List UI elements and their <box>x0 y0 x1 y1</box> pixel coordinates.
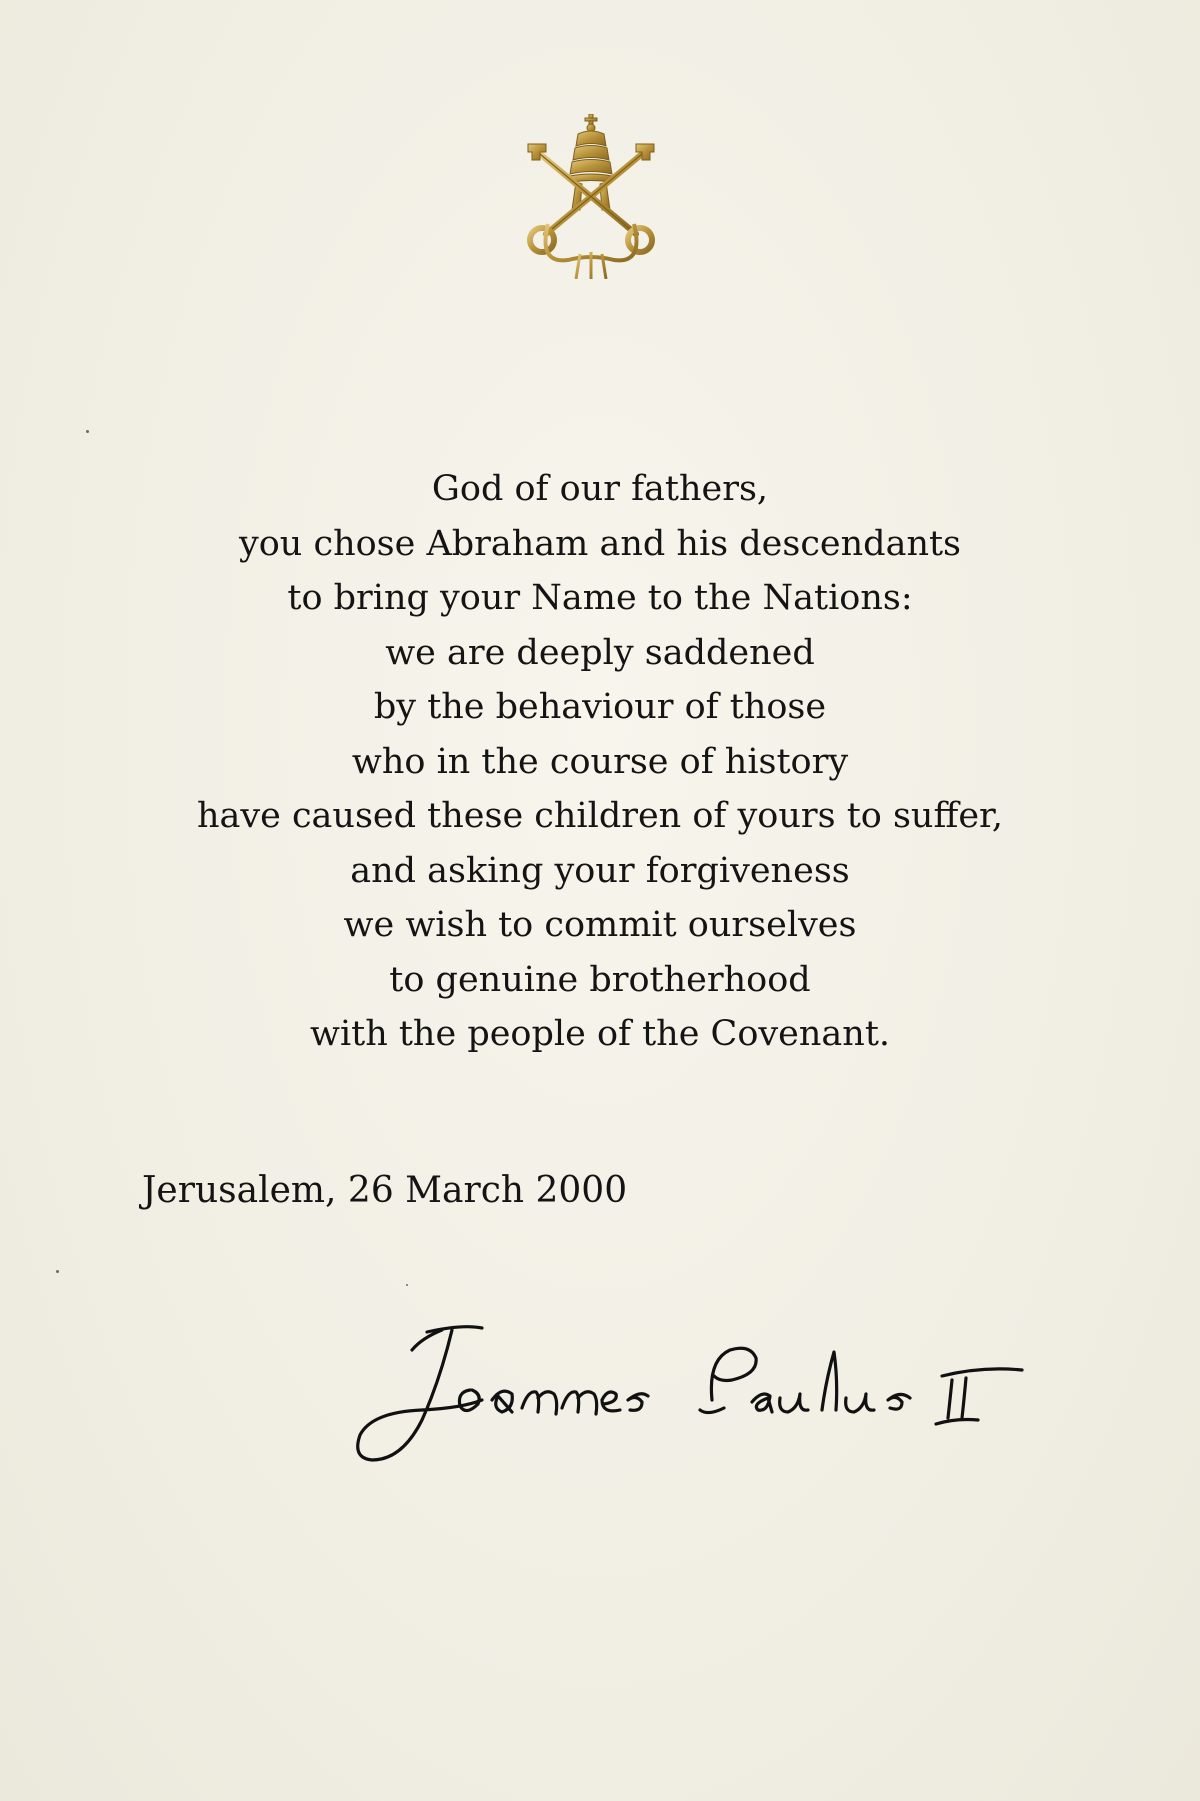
place-date: Jerusalem, 26 March 2000 <box>142 1170 628 1211</box>
prayer-line: by the behaviour of those <box>373 687 827 727</box>
prayer-line: you chose Abraham and his descendants <box>238 523 962 564</box>
signature <box>352 1320 1032 1470</box>
prayer-line: to genuine brotherhood <box>389 959 811 1000</box>
paper-speck <box>56 1270 59 1273</box>
paper-speck <box>406 1284 408 1286</box>
prayer-line: God of our fathers, <box>431 469 769 509</box>
prayer-line: to bring your Name to the Nations: <box>287 578 913 618</box>
prayer-line: have caused these children of yours to suffer, <box>196 796 1004 836</box>
papal-coat-of-arms-icon <box>518 114 664 279</box>
prayer-line: who in the course of history <box>351 741 849 782</box>
prayer-line: and asking your forgiveness <box>350 850 850 891</box>
paper-speck <box>86 430 89 433</box>
prayer-text <box>100 462 1100 1062</box>
prayer-line: we are deeply saddened <box>385 632 815 673</box>
prayer-line: we wish to commit ourselves <box>343 905 857 945</box>
prayer-line: with the people of the Covenant. <box>309 1014 891 1054</box>
